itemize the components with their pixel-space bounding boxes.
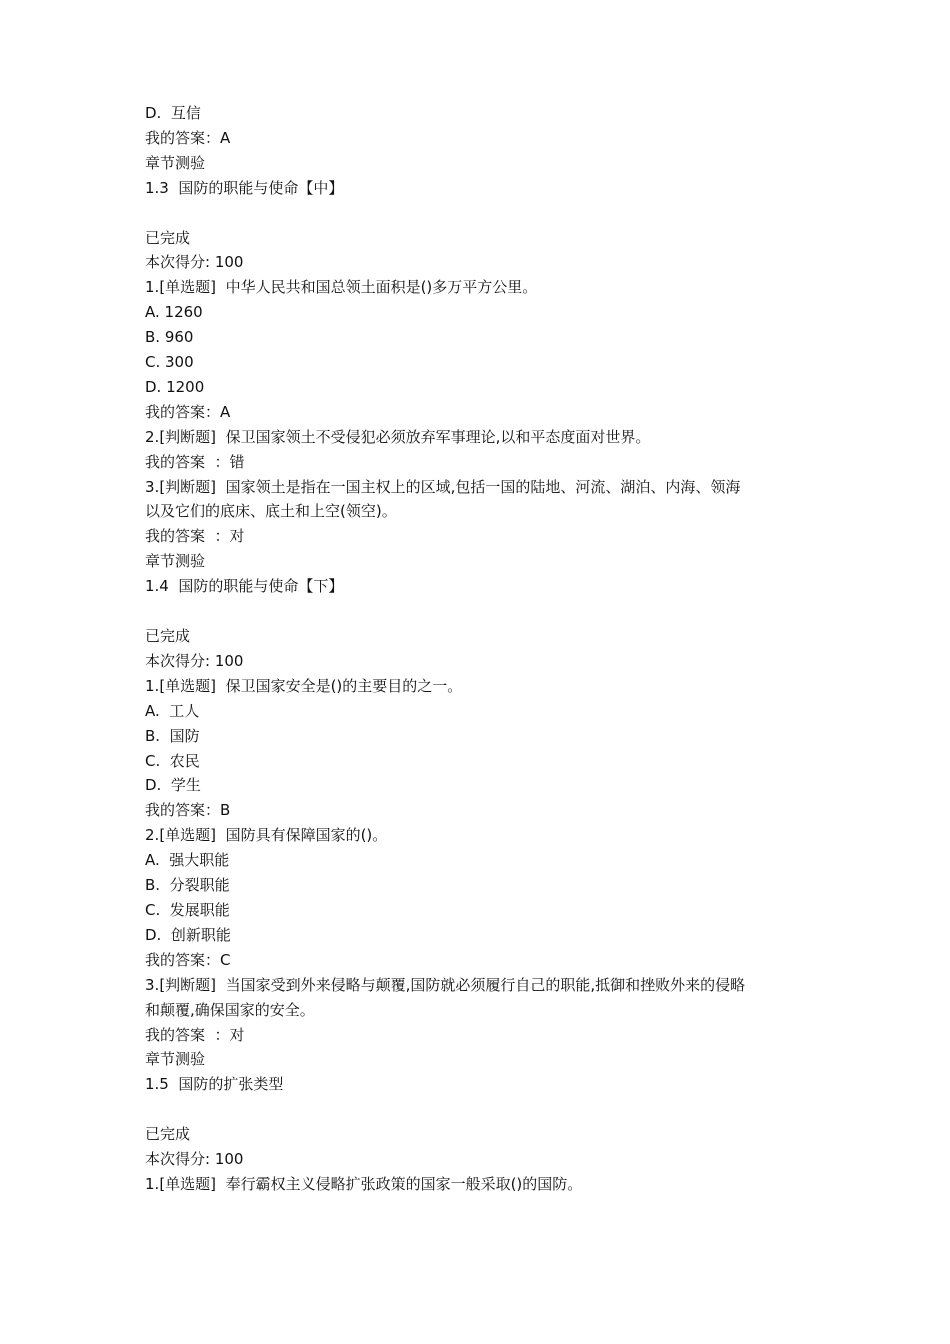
option-d: D. 学生	[145, 776, 201, 795]
my-answer: 我的答案 ：错	[145, 452, 245, 471]
question-number: 1.	[145, 676, 160, 695]
question-type: [判断题]	[159, 427, 217, 446]
option-d: D. 互信	[145, 104, 201, 122]
my-answer: 我的答案：A	[145, 402, 231, 421]
section-title: 1.4 国防的职能与使命【下】	[145, 577, 344, 596]
question-number: 1.	[145, 278, 160, 297]
quiz-label: 章节测验	[145, 552, 206, 571]
question-text: 中华人民共和国总领土面积是()多万平方公里。	[216, 278, 538, 297]
blank-line	[145, 1097, 825, 1122]
my-answer: 我的答案 ：对	[145, 527, 245, 546]
question-type: [单选题]	[159, 676, 217, 695]
question-text: 当国家受到外来侵略与颠覆,国防就必须履行自己的职能,抵御和挫败外来的侵略	[216, 975, 746, 994]
question-type: [单选题]	[159, 278, 217, 297]
option-b: B. 分裂职能	[145, 876, 230, 895]
status-text: 已完成	[145, 228, 191, 247]
quiz-label: 章节测验	[145, 153, 206, 172]
option-b: B. 960	[145, 328, 194, 347]
option-a: A. 1260	[145, 303, 203, 322]
option-d: D. 1200	[145, 377, 205, 396]
document-body	[145, 101, 825, 1197]
question-text-continued: 以及它们的底床、底土和上空(领空)。	[145, 502, 397, 521]
option-d: D. 创新职能	[145, 925, 231, 944]
question-type: [判断题]	[159, 975, 217, 994]
option-a: A. 工人	[145, 701, 200, 720]
question-number: 1.	[145, 1174, 160, 1193]
question	[145, 973, 825, 998]
question-text: 国防具有保障国家的()。	[216, 826, 388, 845]
question-text: 保卫国家安全是()的主要目的之一。	[216, 676, 463, 695]
section-title: 1.3 国防的职能与使命【中】	[145, 178, 344, 197]
question-type: [判断题]	[159, 477, 217, 496]
my-answer: 我的答案 ：对	[145, 1025, 245, 1044]
question-number: 2.	[145, 427, 160, 446]
blank-line	[145, 201, 825, 226]
question-text-continued: 和颠覆,确保国家的安全。	[145, 1000, 315, 1019]
quiz-label: 章节测验	[145, 1050, 206, 1069]
blank-line	[145, 599, 825, 624]
question	[145, 475, 825, 500]
question-number: 2.	[145, 826, 160, 845]
score-text: 本次得分: 100	[145, 1150, 244, 1169]
question	[145, 425, 825, 450]
option-a: A. 强大职能	[145, 851, 230, 870]
question-type: [单选题]	[159, 1174, 217, 1193]
score-text: 本次得分: 100	[145, 253, 244, 272]
question	[145, 674, 825, 699]
my-answer: 我的答案：A	[145, 128, 231, 147]
question-text: 奉行霸权主义侵略扩张政策的国家一般采取()的国防。	[216, 1174, 583, 1193]
my-answer: 我的答案：B	[145, 801, 231, 820]
option-c: C. 发展职能	[145, 900, 230, 919]
score-text: 本次得分: 100	[145, 651, 244, 670]
question-number: 3.	[145, 477, 160, 496]
question	[145, 1172, 825, 1197]
question-number: 3.	[145, 975, 160, 994]
question-text: 保卫国家领土不受侵犯必须放弃军事理论,以和平态度面对世界。	[216, 427, 651, 446]
my-answer: 我的答案：C	[145, 950, 231, 969]
status-text: 已完成	[145, 627, 191, 645]
option-c: C. 农民	[145, 751, 200, 770]
option-b: B. 国防	[145, 726, 200, 745]
question	[145, 275, 825, 300]
question	[145, 823, 825, 848]
status-text: 已完成	[145, 1125, 191, 1144]
question-type: [单选题]	[159, 826, 217, 845]
option-c: C. 300	[145, 353, 194, 372]
question-text: 国家领土是指在一国主权上的区域,包括一国的陆地、河流、湖泊、内海、领海	[216, 477, 741, 496]
section-title: 1.5 国防的扩张类型	[145, 1075, 284, 1094]
